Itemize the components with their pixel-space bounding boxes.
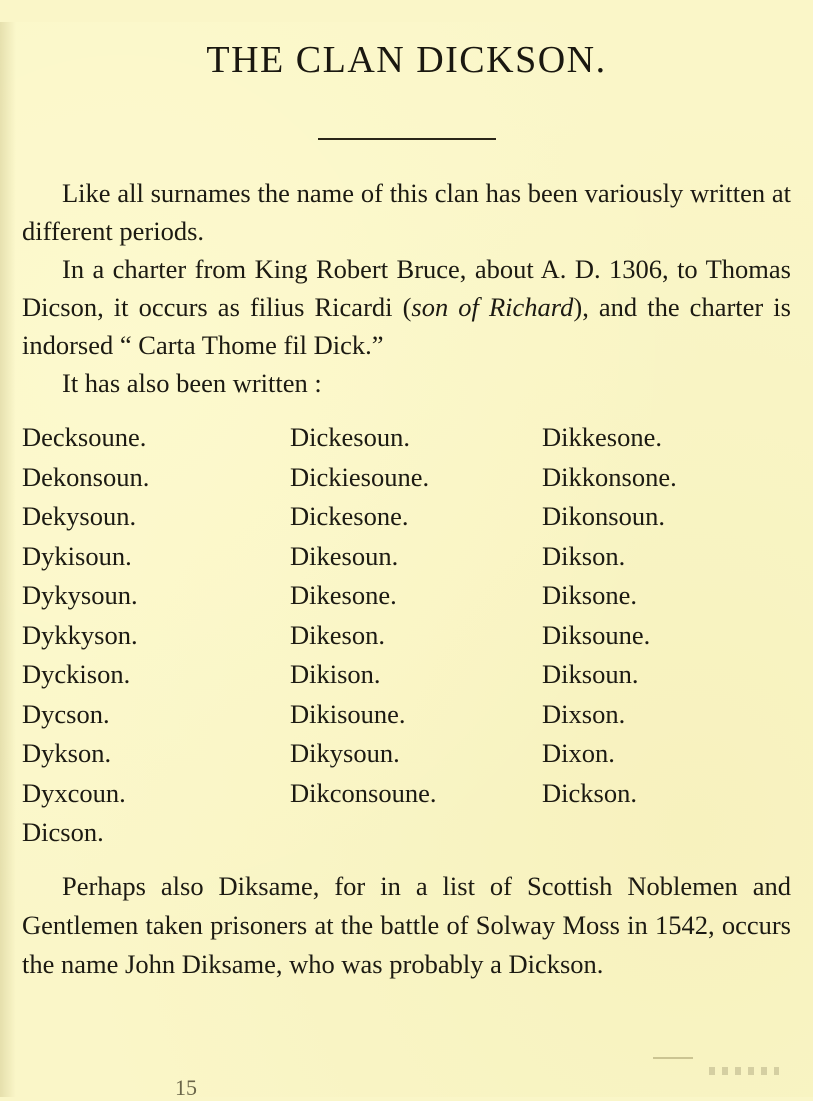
list-item: Dikkonsone.	[542, 461, 677, 492]
name-variants-list	[22, 418, 791, 853]
list-item: Dikysoun.	[290, 738, 400, 768]
title-divider-wrap	[22, 138, 791, 140]
page-canvas	[0, 22, 813, 1100]
list-item: Dikson.	[542, 540, 626, 571]
paragraph-2	[22, 250, 791, 364]
page-title: THE CLAN DICKSON.	[206, 39, 607, 81]
list-item: Diksoun.	[542, 659, 639, 689]
list-item: Dykysoun.	[22, 580, 138, 610]
page-edge-shading	[0, 22, 16, 1097]
horizontal-rule	[318, 138, 496, 140]
paragraph-3: It has also been written :	[62, 368, 322, 398]
list-item: Dykkyson.	[22, 619, 138, 650]
body-text	[22, 174, 791, 402]
list-item: Dycson.	[22, 698, 110, 729]
list-item: Dicson.	[22, 817, 104, 847]
list-item: Dickiesoune.	[290, 461, 430, 492]
list-item: Dickesoun.	[290, 422, 410, 452]
list-item: Dikesoun.	[290, 540, 399, 571]
name-column-3	[542, 418, 791, 853]
list-item: Dikkesone.	[542, 422, 662, 452]
page-artifact-marks	[709, 1067, 779, 1075]
list-item: Dikisoune.	[290, 698, 406, 729]
name-column-1	[22, 418, 290, 853]
list-item: Dikonsoun.	[542, 501, 665, 531]
paragraph-2-after-italic: ), and the charter is indorsed “ Carta Thome fil Dick.”	[22, 292, 791, 360]
page-number: 15	[175, 1075, 197, 1100]
list-item: Dikison.	[290, 659, 381, 689]
list-item: Dikeson.	[290, 619, 385, 650]
list-item: Dekonsoun.	[22, 461, 150, 492]
list-item: Dixson.	[542, 698, 626, 729]
list-item: Diksoune.	[542, 619, 651, 650]
paragraph-2-italic: son of Richard	[411, 292, 574, 322]
list-item: Dykisoun.	[22, 540, 132, 571]
list-item: Dikesone.	[290, 580, 397, 610]
paragraph-1: Like all surnames the name of this clan has been variously written at different periods.	[22, 178, 791, 246]
name-column-2	[290, 418, 542, 853]
list-item: Decksoune.	[22, 422, 147, 452]
list-item: Dikconsoune.	[290, 777, 437, 808]
list-item: Dyckison.	[22, 659, 131, 689]
list-item: Dickson.	[542, 777, 637, 808]
list-item: Dixon.	[542, 738, 615, 768]
list-item: Dykson.	[22, 738, 112, 768]
page-artifact-line	[653, 1057, 693, 1059]
list-item: Dekysoun.	[22, 501, 137, 531]
paragraph-2-before-italic: In a charter from King Robert Bruce, about A. D. 1306, to Thomas Dicson, it occurs as filius Ricardi (	[22, 254, 791, 322]
list-item: Diksone.	[542, 580, 637, 610]
closing-paragraph: Perhaps also Diksame, for in a list of Scottish Noblemen and Gentlemen taken prisoners at the battle of Solway Moss in 1542, occurs the name John Diksame, who was probably a Dickson.	[22, 870, 791, 979]
list-item: Dickesone.	[290, 501, 409, 531]
list-item: Dyxcoun.	[22, 777, 126, 808]
